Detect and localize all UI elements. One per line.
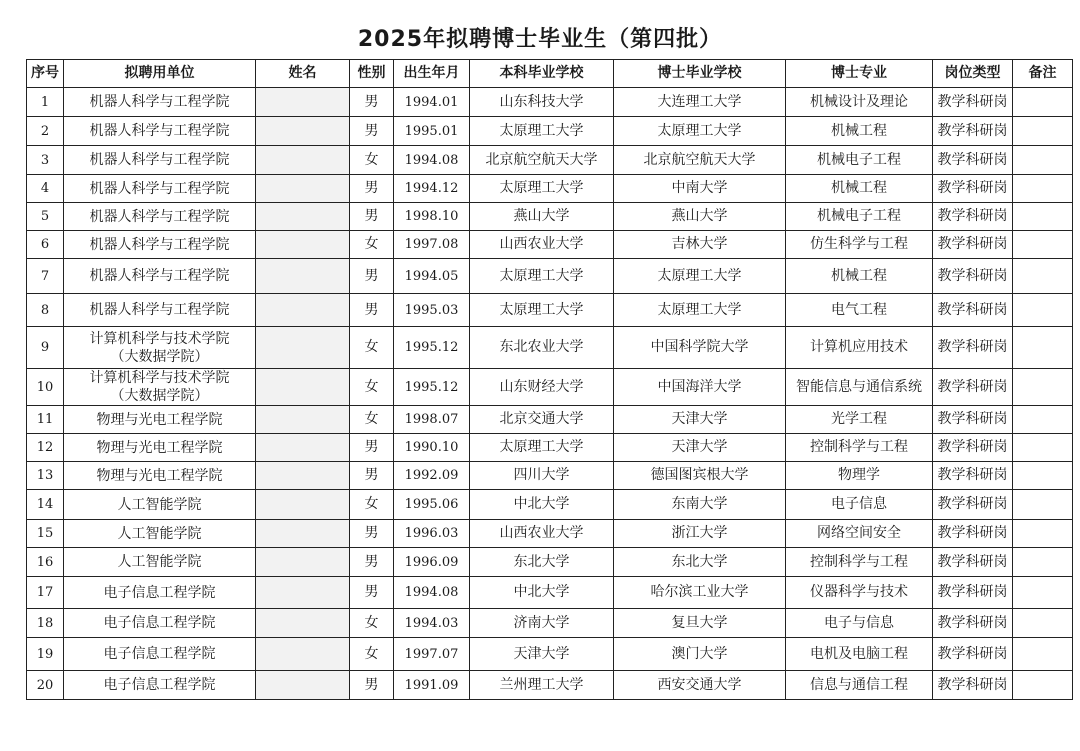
- cell-gender: 男: [350, 203, 394, 231]
- cell-gender: 女: [350, 609, 394, 638]
- cell-birth: 1994.08: [394, 146, 470, 175]
- cell-note: [1013, 88, 1073, 117]
- cell-note: [1013, 462, 1073, 490]
- cell-post-type: 教学科研岗: [933, 462, 1013, 490]
- cell-name: [256, 490, 350, 520]
- cell-gender: 男: [350, 434, 394, 462]
- cell-post-type: 教学科研岗: [933, 638, 1013, 671]
- cell-post-type: 教学科研岗: [933, 259, 1013, 294]
- header-gender: 性别: [350, 60, 394, 88]
- cell-unit: [64, 671, 256, 700]
- cell-birth: 1994.01: [394, 88, 470, 117]
- table-row: [27, 434, 1073, 462]
- unit-name: 电子信息工程学院: [103, 615, 216, 631]
- cell-post-type: 教学科研岗: [933, 490, 1013, 520]
- cell-phd-major: 网络空间安全: [786, 520, 933, 548]
- header-undergrad-school: 本科毕业学校: [470, 60, 614, 88]
- cell-undergrad-school: 山东科技大学: [470, 88, 614, 117]
- cell-index: 11: [27, 406, 64, 434]
- cell-name: [256, 548, 350, 577]
- cell-note: [1013, 638, 1073, 671]
- unit-name: 机器人科学与工程学院: [89, 180, 230, 197]
- unit-name: 电子信息工程学院: [103, 584, 216, 601]
- cell-birth: 1995.12: [394, 327, 470, 369]
- cell-phd-major: 机械工程: [786, 175, 933, 203]
- unit-name: 计算机科学与技术学院: [89, 330, 230, 347]
- cell-phd-school: 天津大学: [614, 406, 786, 434]
- cell-post-type: 教学科研岗: [933, 175, 1013, 203]
- cell-phd-school: 德国图宾根大学: [614, 462, 786, 490]
- cell-post-type: 教学科研岗: [933, 231, 1013, 259]
- cell-phd-school: 哈尔滨工业大学: [614, 577, 786, 609]
- cell-name: [256, 203, 350, 231]
- table-row: [27, 638, 1073, 671]
- cell-phd-major: 仪器科学与技术: [786, 577, 933, 609]
- table-row: [27, 671, 1073, 700]
- unit-subname: （大数据学院）: [110, 388, 209, 404]
- cell-unit: [64, 231, 256, 259]
- unit-name: 人工智能学院: [117, 496, 202, 513]
- cell-index: 17: [27, 577, 64, 609]
- cell-name: [256, 406, 350, 434]
- table-row: [27, 327, 1073, 369]
- cell-unit: [64, 577, 256, 609]
- cell-birth: 1995.06: [394, 490, 470, 520]
- cell-gender: 女: [350, 490, 394, 520]
- cell-phd-school: 东北大学: [614, 548, 786, 577]
- cell-undergrad-school: 太原理工大学: [470, 117, 614, 146]
- cell-phd-major: 机械工程: [786, 259, 933, 294]
- header-phd-school: 博士毕业学校: [614, 60, 786, 88]
- cell-note: [1013, 577, 1073, 609]
- table-body: [27, 88, 1073, 700]
- cell-index: 20: [27, 671, 64, 700]
- cell-note: [1013, 490, 1073, 520]
- cell-post-type: 教学科研岗: [933, 117, 1013, 146]
- cell-undergrad-school: 中北大学: [470, 577, 614, 609]
- cell-gender: 女: [350, 231, 394, 259]
- cell-phd-major: 电机及电脑工程: [786, 638, 933, 671]
- cell-post-type: 教学科研岗: [933, 294, 1013, 327]
- cell-index: 12: [27, 434, 64, 462]
- cell-name: [256, 231, 350, 259]
- cell-phd-school: 复旦大学: [614, 609, 786, 638]
- cell-note: [1013, 294, 1073, 327]
- page-title: 2025年拟聘博士毕业生（第四批）: [357, 27, 723, 52]
- table-row: [27, 520, 1073, 548]
- cell-note: [1013, 117, 1073, 146]
- cell-phd-school: 中南大学: [614, 175, 786, 203]
- cell-unit: [64, 490, 256, 520]
- cell-undergrad-school: 北京航空航天大学: [470, 146, 614, 175]
- cell-unit: [64, 175, 256, 203]
- cell-unit: [64, 294, 256, 327]
- cell-gender: 女: [350, 327, 394, 369]
- unit-name: 机器人科学与工程学院: [89, 123, 230, 139]
- cell-name: [256, 577, 350, 609]
- cell-gender: 男: [350, 548, 394, 577]
- cell-gender: 男: [350, 294, 394, 327]
- unit-name: 物理与光电工程学院: [96, 467, 223, 484]
- cell-unit: [64, 259, 256, 294]
- header-post-type: 岗位类型: [933, 60, 1013, 88]
- header-name: 姓名: [256, 60, 350, 88]
- cell-index: 5: [27, 203, 64, 231]
- cell-undergrad-school: 中北大学: [470, 490, 614, 520]
- cell-phd-school: 西安交通大学: [614, 671, 786, 700]
- cell-undergrad-school: 东北农业大学: [470, 327, 614, 369]
- candidate-table: [26, 59, 1073, 700]
- cell-birth: 1995.12: [394, 369, 470, 406]
- cell-post-type: 教学科研岗: [933, 671, 1013, 700]
- unit-name: 物理与光电工程学院: [96, 439, 223, 456]
- cell-birth: 1998.10: [394, 203, 470, 231]
- cell-post-type: 教学科研岗: [933, 577, 1013, 609]
- cell-undergrad-school: 天津大学: [470, 638, 614, 671]
- cell-phd-school: 太原理工大学: [614, 117, 786, 146]
- cell-phd-school: 太原理工大学: [614, 259, 786, 294]
- cell-post-type: 教学科研岗: [933, 369, 1013, 406]
- cell-phd-school: 浙江大学: [614, 520, 786, 548]
- cell-index: 1: [27, 88, 64, 117]
- cell-index: 10: [27, 369, 64, 406]
- cell-birth: 1998.07: [394, 406, 470, 434]
- unit-name: 机器人科学与工程学院: [89, 152, 230, 168]
- cell-phd-major: 智能信息与通信系统: [786, 369, 933, 406]
- cell-unit: [64, 462, 256, 490]
- cell-index: 16: [27, 548, 64, 577]
- cell-unit: [64, 327, 256, 369]
- cell-name: [256, 88, 350, 117]
- unit-name: 人工智能学院: [117, 554, 202, 570]
- cell-unit: [64, 609, 256, 638]
- cell-unit: [64, 88, 256, 117]
- header-unit: 拟聘用单位: [64, 60, 256, 88]
- cell-phd-school: 中国科学院大学: [614, 327, 786, 369]
- cell-birth: 1996.03: [394, 520, 470, 548]
- cell-name: [256, 117, 350, 146]
- cell-post-type: 教学科研岗: [933, 520, 1013, 548]
- table-row: [27, 577, 1073, 609]
- cell-index: 3: [27, 146, 64, 175]
- cell-gender: 男: [350, 462, 394, 490]
- unit-name: 人工智能学院: [117, 525, 202, 542]
- cell-unit: [64, 117, 256, 146]
- cell-name: [256, 638, 350, 671]
- cell-name: [256, 327, 350, 369]
- unit-name: 物理与光电工程学院: [96, 411, 223, 428]
- table-row: [27, 490, 1073, 520]
- cell-name: [256, 609, 350, 638]
- unit-name: 机器人科学与工程学院: [89, 268, 230, 284]
- cell-phd-major: 机械设计及理论: [786, 88, 933, 117]
- cell-phd-school: 北京航空航天大学: [614, 146, 786, 175]
- cell-note: [1013, 231, 1073, 259]
- cell-birth: 1994.05: [394, 259, 470, 294]
- cell-unit: [64, 203, 256, 231]
- cell-note: [1013, 175, 1073, 203]
- cell-gender: 男: [350, 88, 394, 117]
- cell-birth: 1991.09: [394, 671, 470, 700]
- cell-gender: 女: [350, 369, 394, 406]
- cell-index: 2: [27, 117, 64, 146]
- cell-index: 13: [27, 462, 64, 490]
- cell-index: 6: [27, 231, 64, 259]
- cell-note: [1013, 146, 1073, 175]
- unit-name: 机器人科学与工程学院: [89, 208, 230, 225]
- cell-phd-major: 电子与信息: [786, 609, 933, 638]
- cell-post-type: 教学科研岗: [933, 609, 1013, 638]
- cell-phd-school: 大连理工大学: [614, 88, 786, 117]
- cell-phd-school: 吉林大学: [614, 231, 786, 259]
- cell-phd-major: 信息与通信工程: [786, 671, 933, 700]
- cell-phd-major: 计算机应用技术: [786, 327, 933, 369]
- unit-name: 电子信息工程学院: [103, 646, 216, 662]
- cell-gender: 男: [350, 671, 394, 700]
- cell-undergrad-school: 燕山大学: [470, 203, 614, 231]
- table-row: [27, 259, 1073, 294]
- cell-note: [1013, 434, 1073, 462]
- table-row: [27, 117, 1073, 146]
- cell-birth: 1995.03: [394, 294, 470, 327]
- cell-name: [256, 146, 350, 175]
- cell-post-type: 教学科研岗: [933, 88, 1013, 117]
- cell-gender: 男: [350, 259, 394, 294]
- cell-post-type: 教学科研岗: [933, 434, 1013, 462]
- cell-note: [1013, 259, 1073, 294]
- unit-name: 机器人科学与工程学院: [89, 236, 230, 253]
- cell-note: [1013, 520, 1073, 548]
- cell-undergrad-school: 济南大学: [470, 609, 614, 638]
- unit-name: 机器人科学与工程学院: [89, 94, 230, 110]
- table-row: [27, 406, 1073, 434]
- cell-post-type: 教学科研岗: [933, 203, 1013, 231]
- table-header-row: [27, 60, 1073, 88]
- table-row: [27, 88, 1073, 117]
- cell-name: [256, 369, 350, 406]
- table-row: [27, 231, 1073, 259]
- cell-undergrad-school: 太原理工大学: [470, 434, 614, 462]
- cell-index: 9: [27, 327, 64, 369]
- cell-undergrad-school: 太原理工大学: [470, 259, 614, 294]
- cell-gender: 男: [350, 520, 394, 548]
- table-row: [27, 146, 1073, 175]
- cell-note: [1013, 203, 1073, 231]
- cell-phd-major: 物理学: [786, 462, 933, 490]
- table-row: [27, 294, 1073, 327]
- cell-phd-major: 机械电子工程: [786, 146, 933, 175]
- cell-undergrad-school: 四川大学: [470, 462, 614, 490]
- cell-phd-school: 中国海洋大学: [614, 369, 786, 406]
- unit-name: 电子信息工程学院: [103, 677, 216, 693]
- cell-undergrad-school: 山西农业大学: [470, 231, 614, 259]
- header-index: 序号: [27, 60, 64, 88]
- cell-unit: [64, 434, 256, 462]
- cell-index: 7: [27, 259, 64, 294]
- cell-undergrad-school: 兰州理工大学: [470, 671, 614, 700]
- table-row: [27, 175, 1073, 203]
- header-phd-major: 博士专业: [786, 60, 933, 88]
- cell-phd-school: 燕山大学: [614, 203, 786, 231]
- table-row: [27, 548, 1073, 577]
- unit-name: 机器人科学与工程学院: [89, 302, 230, 318]
- cell-gender: 男: [350, 175, 394, 203]
- cell-phd-school: 东南大学: [614, 490, 786, 520]
- header-note: 备注: [1013, 60, 1073, 88]
- cell-birth: 1996.09: [394, 548, 470, 577]
- cell-phd-major: 光学工程: [786, 406, 933, 434]
- cell-undergrad-school: 太原理工大学: [470, 294, 614, 327]
- cell-birth: 1994.08: [394, 577, 470, 609]
- cell-note: [1013, 369, 1073, 406]
- cell-unit: [64, 369, 256, 406]
- cell-unit: [64, 520, 256, 548]
- cell-phd-major: 电子信息: [786, 490, 933, 520]
- cell-index: 15: [27, 520, 64, 548]
- cell-phd-school: 太原理工大学: [614, 294, 786, 327]
- cell-undergrad-school: 东北大学: [470, 548, 614, 577]
- table-row: [27, 203, 1073, 231]
- header-birth: 出生年月: [394, 60, 470, 88]
- cell-index: 18: [27, 609, 64, 638]
- cell-undergrad-school: 山东财经大学: [470, 369, 614, 406]
- cell-birth: 1997.08: [394, 231, 470, 259]
- cell-index: 19: [27, 638, 64, 671]
- cell-note: [1013, 327, 1073, 369]
- cell-post-type: 教学科研岗: [933, 406, 1013, 434]
- cell-index: 4: [27, 175, 64, 203]
- cell-unit: [64, 548, 256, 577]
- table-row: [27, 609, 1073, 638]
- cell-name: [256, 175, 350, 203]
- cell-phd-major: 机械工程: [786, 117, 933, 146]
- cell-phd-school: 澳门大学: [614, 638, 786, 671]
- cell-index: 8: [27, 294, 64, 327]
- cell-birth: 1995.01: [394, 117, 470, 146]
- cell-gender: 男: [350, 117, 394, 146]
- cell-note: [1013, 609, 1073, 638]
- cell-name: [256, 294, 350, 327]
- cell-name: [256, 434, 350, 462]
- cell-gender: 男: [350, 577, 394, 609]
- cell-phd-school: 天津大学: [614, 434, 786, 462]
- cell-index: 14: [27, 490, 64, 520]
- cell-birth: 1992.09: [394, 462, 470, 490]
- table-row: [27, 462, 1073, 490]
- cell-gender: 女: [350, 146, 394, 175]
- cell-undergrad-school: 太原理工大学: [470, 175, 614, 203]
- cell-phd-major: 仿生科学与工程: [786, 231, 933, 259]
- cell-name: [256, 520, 350, 548]
- table-row: [27, 369, 1073, 406]
- cell-birth: 1997.07: [394, 638, 470, 671]
- cell-birth: 1994.12: [394, 175, 470, 203]
- cell-birth: 1990.10: [394, 434, 470, 462]
- cell-phd-major: 电气工程: [786, 294, 933, 327]
- cell-phd-major: 机械电子工程: [786, 203, 933, 231]
- cell-post-type: 教学科研岗: [933, 327, 1013, 369]
- cell-note: [1013, 548, 1073, 577]
- cell-phd-major: 控制科学与工程: [786, 434, 933, 462]
- cell-post-type: 教学科研岗: [933, 548, 1013, 577]
- cell-unit: [64, 638, 256, 671]
- cell-birth: 1994.03: [394, 609, 470, 638]
- cell-gender: 女: [350, 406, 394, 434]
- unit-subname: （大数据学院）: [110, 348, 209, 365]
- cell-unit: [64, 406, 256, 434]
- cell-name: [256, 259, 350, 294]
- cell-phd-major: 控制科学与工程: [786, 548, 933, 577]
- unit-name: 计算机科学与技术学院: [89, 370, 230, 386]
- cell-post-type: 教学科研岗: [933, 146, 1013, 175]
- cell-note: [1013, 406, 1073, 434]
- cell-name: [256, 671, 350, 700]
- cell-undergrad-school: 山西农业大学: [470, 520, 614, 548]
- cell-gender: 女: [350, 638, 394, 671]
- cell-name: [256, 462, 350, 490]
- cell-unit: [64, 146, 256, 175]
- cell-note: [1013, 671, 1073, 700]
- cell-undergrad-school: 北京交通大学: [470, 406, 614, 434]
